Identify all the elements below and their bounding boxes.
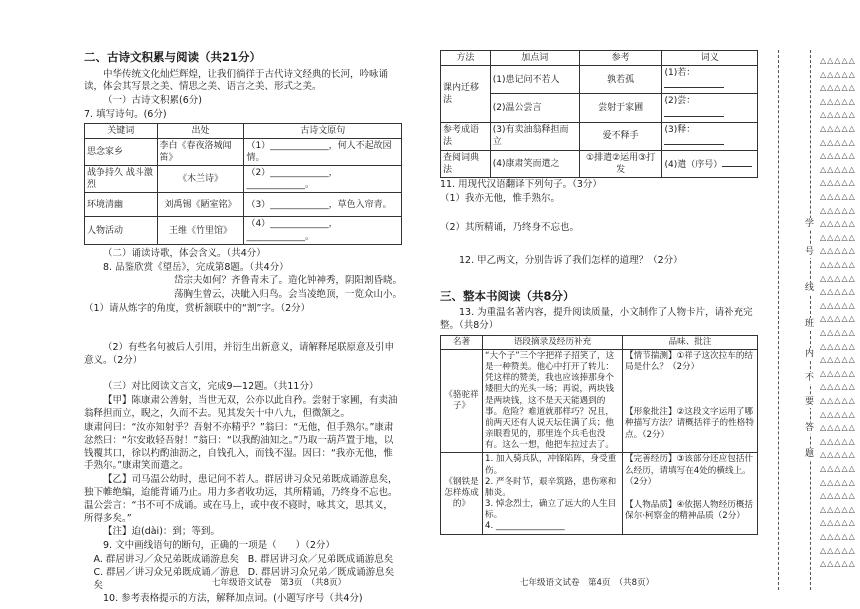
- option-b[interactable]: B. 群居讲习众／兄弟既成诵游息矣: [247, 554, 394, 565]
- passage-jia: 【甲】陈康肃公善射，当世无双，公亦以此自矜。尝射于家圃，有卖油翁释担而立，睨之，久而不去。见其发矢十中八九，但微颔之。: [84, 395, 398, 420]
- passage-yi: 【乙】司马温公幼时，患记问不若人。群居讲习众兄弟既成诵游息矣，独下帷绝编，迨能背诵乃止。用力多者收功远，其所精诵，乃终身不忘也。温公尝言：“书不可不成诵。或在马上，或中夜不寝时，咏其文，思其义，所得多矣。”: [84, 474, 398, 524]
- triangle-row: △△△△△: [820, 341, 856, 351]
- passage-jia-2: 康肃问曰：“汝亦知射乎？吾射不亦精乎？”翁曰：“无他，但手熟尔。”康肃忿然曰：“尔安敢轻吾射！”翁曰：“以我酌油知之。”乃取一葫芦置于地，以钱覆其口，徐以杓酌油沥之，自钱孔入，而钱不湿。因曰：“我亦无他，惟手熟尔。”康肃笑而遣之。: [84, 421, 394, 472]
- answer-cell[interactable]: （1）_____________，何人不起故园情。: [244, 138, 402, 165]
- table-header: 古诗文原句: [244, 123, 402, 138]
- subsection-3: （三）对比阅读文言文，完成9—12题。（共11分）: [103, 381, 319, 393]
- answer-space[interactable]: [84, 368, 402, 380]
- triangle-row: △△△△△: [820, 137, 856, 147]
- word-cell: (3)有卖油翁释担而立: [490, 122, 579, 150]
- answer-cell[interactable]: （3）_____________，草色入帘青。: [244, 193, 402, 217]
- table-header: 参考: [579, 51, 662, 66]
- table-header: 方法: [441, 51, 491, 66]
- question-7: 7. 填写诗句。(6分): [84, 108, 167, 120]
- option-c[interactable]: C. 群居／讲习众兄弟既成诵／游息矣: [93, 566, 240, 591]
- margin-label: 题: [805, 449, 815, 459]
- reference-cell: 孰若孤: [579, 66, 662, 94]
- answer-cell[interactable]: （4）_____________，_____________。: [244, 217, 402, 244]
- triangle-row: △△△△△: [820, 287, 856, 297]
- triangle-row: △△△△△: [820, 260, 856, 269]
- table-header: 语段摘录及经历补充: [483, 335, 623, 349]
- answer-cell[interactable]: （2）_____________，_____________。: [244, 166, 402, 193]
- question-9: 9. 文中画线语句的断句，正确的一项是（ ）（2分）: [103, 540, 335, 552]
- triangle-row: △△△△△: [820, 477, 856, 487]
- margin-label: 学: [805, 219, 815, 229]
- triangle-row: △△△△△: [820, 69, 856, 79]
- page-4-footer: 七年级语文试卷 第4页 （共8页）: [520, 578, 655, 588]
- binding-margin: [772, 50, 858, 590]
- triangle-row: △△△△△: [820, 382, 856, 392]
- triangle-row: △△△△△: [820, 532, 856, 541]
- table-header: 名著: [441, 335, 483, 349]
- triangle-row: △△△△△: [820, 232, 856, 242]
- triangle-row: △△△△△: [820, 504, 856, 514]
- section-3-title: 三、整本书阅读（共8分）: [440, 288, 575, 303]
- note-complete-experience: 【完善经历】③该部分还应包括什么经历，请填写在4处的横线上。（2分）: [625, 454, 754, 487]
- meaning-label: (3)释：: [664, 124, 696, 135]
- word-cell: (2)温公尝言: [490, 94, 579, 122]
- poetry-fill-table: [84, 123, 402, 245]
- margin-label: 答: [805, 423, 815, 433]
- poem-line: 荡胸生曾云，决眦入归鸟。会当凌绝顶，一览众山小。: [174, 289, 403, 301]
- section-2-title: 二、古诗文积累与阅读（共21分）: [84, 50, 262, 64]
- triangle-row: △△△△△: [820, 396, 856, 405]
- method-cell: 课内迁移法: [441, 66, 491, 123]
- page-4: [440, 50, 758, 535]
- margin-label: 要: [805, 397, 815, 407]
- page-3: [84, 50, 402, 607]
- source-cell: 李白《春夜洛城闻笛》: [157, 138, 244, 165]
- margin-label: 不: [805, 373, 815, 383]
- meaning-cell[interactable]: [662, 94, 758, 122]
- triangle-row: △△△△△: [820, 83, 856, 93]
- question-8-1: （1）请从炼字的角度，赏析颔联中的“割”字。（2分）: [84, 303, 311, 314]
- triangle-row: △△△△△: [820, 273, 856, 283]
- keyword-cell: 思念家乡: [85, 138, 158, 165]
- method-cell: 查阅词典法: [441, 150, 491, 177]
- table-header: 关键词: [85, 123, 158, 138]
- triangle-row: △△△△△: [820, 436, 856, 446]
- note-image: 【形象批注】②这段文字运用了哪种描写方法？请概括祥子的性格特点。（2分）: [625, 407, 754, 440]
- triangle-row: △△△△△: [820, 219, 856, 229]
- annotation-cell[interactable]: [623, 453, 758, 534]
- triangle-row: △△△△△: [820, 559, 856, 569]
- word-cell: (4)康肃笑而遣之: [490, 150, 579, 177]
- meaning-cell[interactable]: [662, 66, 758, 94]
- poem-line: 岱宗夫如何？齐鲁青未了。造化钟神秀，阴阳割昏晓。: [174, 275, 403, 287]
- book-title: 《钢铁是怎样炼成的》: [441, 453, 483, 534]
- subsection-1: （一）古诗文积累(6分): [103, 95, 202, 107]
- triangle-row: △△△△△: [820, 96, 856, 106]
- source-cell: 《木兰诗》: [157, 166, 244, 193]
- reference-cell: 爱不释手: [579, 122, 662, 150]
- book-title: 《骆驼祥子》: [441, 349, 483, 453]
- triangle-row: △△△△△: [820, 423, 856, 433]
- question-13: 13. 为重温名著内容，提升阅读质量，小文制作了人物卡片，请补充完整。（共8分）: [440, 307, 753, 331]
- answer-space[interactable]: [440, 269, 758, 289]
- table-header: 加点词: [490, 51, 579, 66]
- triangle-row: △△△△△: [820, 110, 856, 120]
- annotation-cell[interactable]: [623, 349, 758, 453]
- word-meaning-table: [440, 50, 758, 178]
- note-quality: 【人物品质】④依据人物经历概括保尔·柯察金的精神品质（2分）: [625, 499, 754, 522]
- table-header: 品味、批注: [623, 335, 758, 349]
- question-8: 8. 品鉴欣赏《望岳》，完成第8题。（共4分）: [103, 261, 289, 273]
- margin-label: 号: [805, 247, 815, 257]
- triangle-row: △△△△△: [820, 300, 856, 310]
- question-11-2: （2）其所精诵，乃终身不忘也。: [440, 221, 580, 233]
- answer-space[interactable]: [440, 236, 758, 254]
- experience-item-blank[interactable]: 4. ________________: [485, 521, 565, 532]
- triangle-row: △△△△△: [820, 491, 856, 501]
- experience-item: 3. 悼念烈士，确立了远大的人生目标。: [485, 499, 617, 521]
- page-3-footer: 七年级语文试卷 第3页 （共8页）: [212, 578, 347, 588]
- triangle-row: △△△△△: [820, 545, 856, 555]
- subsection-2: （二）诵读诗歌，体会含义。（共4分）: [103, 247, 266, 259]
- triangle-row: △△△△△: [820, 314, 856, 324]
- option-d[interactable]: D. 群居讲习众兄弟／既成诵游息矣: [247, 566, 395, 578]
- meaning-label: (4)遣（序号）: [664, 159, 723, 170]
- reference-cell: ①排遣②运用③打发: [579, 150, 662, 177]
- excerpt-cell: “大个子”三个字把祥子招笑了，这是一种赞美。他心中打开了转儿：凭这样的赞美，我也应该捧那身个矮胆大的光头一场；再说，两块钱是两块钱，这不是天天能遇到的事。危险？难道就那样巧？况且，前两天还有人说天坛住满了兵；他亲眼看见的，那里连个兵毛也没有。这么一想，他把车拉过去了。: [483, 349, 623, 453]
- source-cell: 刘禹锡《陋室铭》: [157, 193, 244, 217]
- option-a[interactable]: A. 群居讲习／众兄弟既成诵游息矣: [93, 554, 239, 565]
- triangle-row: △△△△△: [820, 368, 856, 378]
- question-12: 12. 甲乙两文，分别告诉了我们怎样的道理？（2分）: [459, 254, 683, 266]
- question-10: 10. 参考表格提示的方法，解释加点词。(小题写序号（共4分): [103, 593, 363, 605]
- triangle-row: △△△△△: [820, 164, 856, 174]
- word-cell: (1)患记问不若人: [490, 66, 579, 94]
- note-plot-guess: 【情节揣测】①祥子这次拉车的结局是什么？（2分）: [625, 350, 754, 372]
- meaning-label: (1)若：: [664, 68, 696, 79]
- dashed-line: [778, 50, 779, 590]
- keyword-cell: 环境清幽: [85, 193, 158, 217]
- answer-space[interactable]: [440, 207, 758, 221]
- triangle-row: △△△△△: [820, 450, 856, 460]
- experience-item: 2. 严冬时节，艰辛筑路，患伤寒和肺炎。: [485, 476, 617, 498]
- triangle-row: △△△△△: [820, 464, 856, 473]
- margin-label: 内: [805, 349, 815, 359]
- reference-cell: 尝射于家圃: [579, 94, 662, 122]
- meaning-cell[interactable]: [662, 122, 758, 150]
- margin-label: 线: [805, 283, 815, 293]
- keyword-cell: 人物活动: [85, 217, 158, 244]
- section-2-intro: 中华传统文化灿烂辉煌，让我们徜徉于古代诗文经典的长河，吟咏诵读，体会其写景之美、情思之美、语言之美、形式之美。: [84, 68, 389, 93]
- triangle-row: △△△△△: [820, 205, 856, 215]
- experience-item: 1. 加入骑兵队，冲锋陷阵，身受重伤。: [485, 454, 617, 476]
- triangle-row: △△△△△: [820, 355, 856, 365]
- triangle-row: △△△△△: [820, 328, 856, 337]
- triangle-row: △△△△△: [820, 178, 856, 188]
- meaning-cell[interactable]: [662, 150, 758, 177]
- keyword-cell: 战争持久 战斗激烈: [85, 166, 158, 193]
- triangle-row: △△△△△: [820, 124, 856, 133]
- meaning-label: (2)尝：: [664, 96, 696, 107]
- question-8-2: （2）有些名句被后人引用，并衍生出新意义，请解释尾联原意及引申意义。（2分）: [84, 341, 395, 366]
- table-header: 出处: [157, 123, 244, 138]
- triangle-row: △△△△△: [820, 151, 856, 161]
- triangle-row: △△△△△: [820, 192, 856, 201]
- question-11: 11. 用现代汉语翻译下列句子。（3分）: [440, 179, 602, 191]
- annotation: 【注】迨(dài)：到；等到。: [103, 526, 220, 538]
- margin-label: 班: [805, 319, 815, 329]
- triangle-row: △△△△△: [820, 56, 856, 65]
- triangle-row: △△△△△: [820, 518, 856, 528]
- experience-cell: [483, 453, 623, 534]
- source-cell: 王维《竹里馆》: [157, 217, 244, 244]
- triangle-row: △△△△△: [820, 409, 856, 419]
- triangle-row: △△△△△: [820, 246, 856, 256]
- question-11-1: （1）我亦无他，惟手熟尔。: [440, 193, 561, 205]
- answer-space[interactable]: [84, 317, 402, 341]
- table-header: 词义: [662, 51, 758, 66]
- method-cell: 参考成语法: [441, 122, 491, 150]
- character-card-table: [440, 335, 758, 535]
